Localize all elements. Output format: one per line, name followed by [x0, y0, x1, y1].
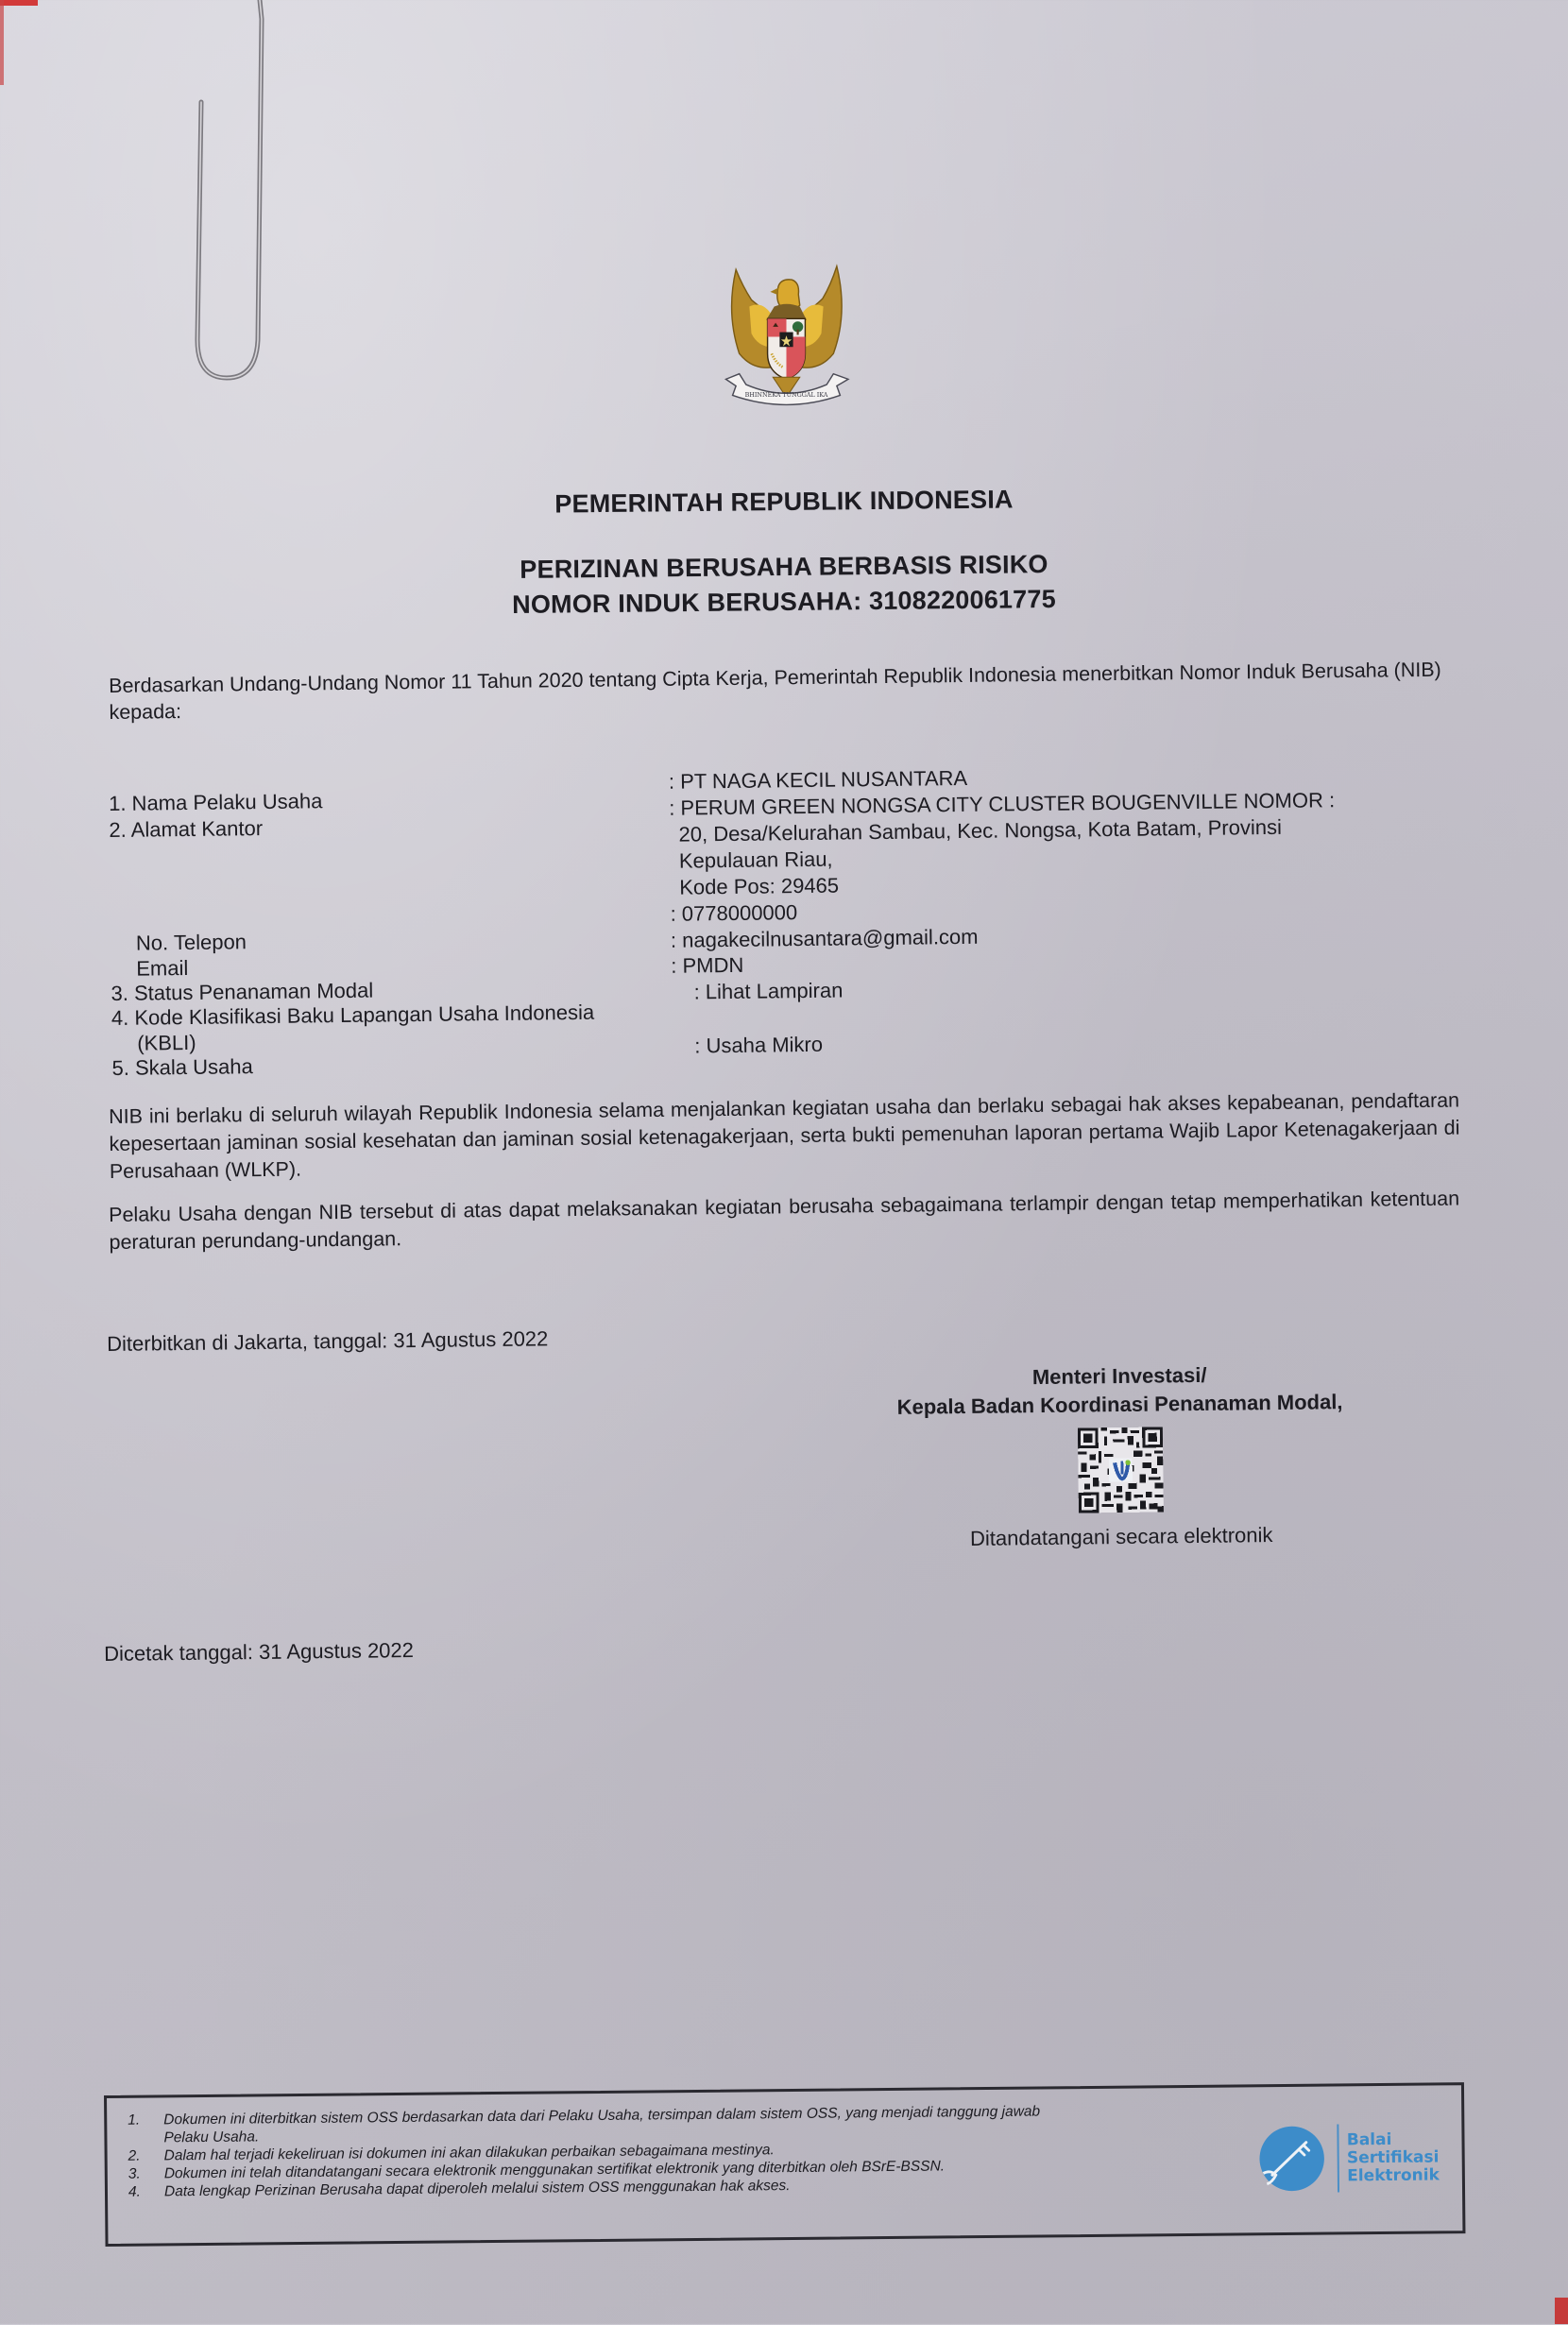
field-label-office-address: 2. Alamat Kantor [109, 816, 264, 842]
field-value-address-line-3: Kepulauan Riau, [678, 846, 833, 873]
validity-paragraph: NIB ini berlaku di seluruh wilayah Republik Indonesia selama menjalankan kegiatan usaha dan berlaku sebagai hak akses kepabeanan, pendaftaran kepesertaan jaminan sosial kesehatan dan jaminan sosial ketenagakerjaan, serta bukti pemenuhan laporan pertama Wajib Lapor Ketenagakerjaan di Perusahaan (WLKP). [109, 1088, 1460, 1183]
government-heading: PEMERINTAH REPUBLIK INDONESIA [554, 485, 1014, 519]
qr-code-icon[interactable] [1078, 1426, 1164, 1513]
field-label-business-name: 1. Nama Pelaku Usaha [108, 789, 323, 815]
intro-paragraph: Berdasarkan Undang-Undang Nomor 11 Tahun 2020 tentang Cipta Kerja, Pemerintah Republik Indonesia menerbitkan Nomor Induk Berusaha (NIB) kepada: [109, 658, 1441, 724]
field-label-business-scale: 5. Skala Usaha [111, 1054, 253, 1080]
notice-list [128, 2100, 1243, 2200]
field-value-address-line-1: : PERUM GREEN NONGSA CITY CLUSTER BOUGENVILLE NOMOR : [669, 788, 1336, 820]
obligations-paragraph: Pelaku Usaha dengan NIB tersebut di atas dapat melaksanakan kegiatan berusaha sebagaimana terlampir dengan tetap memperhatikan ketentuan peraturan perundang-undangan. [109, 1187, 1460, 1254]
field-value-phone: : 0778000000 [670, 900, 798, 926]
field-value-email: : nagakecilnusantara@gmail.com [670, 924, 979, 952]
field-value-address-line-2: 20, Desa/Kelurahan Sambau, Kec. Nongsa, Kota Batam, Provinsi [678, 814, 1283, 846]
field-label-investment-status: 3. Status Penanaman Modal [111, 978, 374, 1005]
field-label-kbli-cont: (KBLI) [137, 1030, 196, 1055]
document-type-heading: PERIZINAN BERUSAHA BERBASIS RISIKO [520, 550, 1048, 584]
bsre-logo-block [1256, 2121, 1440, 2195]
field-label-email: Email [136, 955, 189, 981]
field-value-business-name: : PT NAGA KECIL NUSANTARA [668, 765, 968, 794]
notice-item: 1. Dokumen ini diterbitkan sistem OSS berdasarkan data dari Pelaku Usaha, tersimpan dalam sistem OSS, yang menjadi tanggung jawab Pelaku Usaha. [128, 2103, 1041, 2146]
nib-number-heading: NOMOR INDUK BERUSAHA: 3108220061775 [511, 584, 1056, 620]
notice-item: 3. Dokumen ini telah ditandatangani secara elektronik menggunakan sertifikat elektronik yang diterbitkan oleh BSrE-BSSN. [128, 2158, 946, 2182]
field-value-kbli: : Lihat Lampiran [693, 978, 844, 1004]
emblem-motto: BHINNEKA TUNGGAL IKA [744, 390, 828, 399]
footer-notice-box [104, 2082, 1465, 2247]
issued-date: Diterbitkan di Jakarta, tanggal: 31 Agustus 2022 [107, 1326, 549, 1356]
bsre-wordmark: Balai Sertifikasi Elektronik [1346, 2129, 1440, 2185]
field-value-business-scale: : Usaha Mikro [694, 1032, 824, 1058]
field-label-kbli: 4. Kode Klasifikasi Baku Lapangan Usaha Indonesia [111, 1000, 595, 1030]
bsre-divider [1338, 2124, 1340, 2192]
signatory-title-line-1: Menteri Investasi/ [1031, 1362, 1207, 1390]
notice-item: 4. Data lengkap Perizinan Berusaha dapat diperoleh melalui sistem OSS menggunakan hak akses. [128, 2178, 791, 2200]
signature-block [850, 1359, 1390, 1553]
field-label-phone: No. Telepon [135, 930, 247, 955]
printed-date: Dicetak tanggal: 31 Agustus 2022 [104, 1637, 415, 1666]
signatory-title-line-2: Kepala Badan Koordinasi Penanaman Modal, [896, 1390, 1343, 1419]
notice-item: 2. Dalam hal terjadi kekeliruan isi dokumen ini akan dilakukan perbaikan sebagaimana mestinya. [128, 2142, 775, 2164]
field-value-investment-status: : PMDN [671, 952, 744, 978]
bsre-key-logo-icon [1256, 2123, 1329, 2196]
electronic-signature-note: Ditandatangani secara elektronik [969, 1523, 1273, 1550]
field-value-postal-code: Kode Pos: 29465 [679, 873, 840, 899]
